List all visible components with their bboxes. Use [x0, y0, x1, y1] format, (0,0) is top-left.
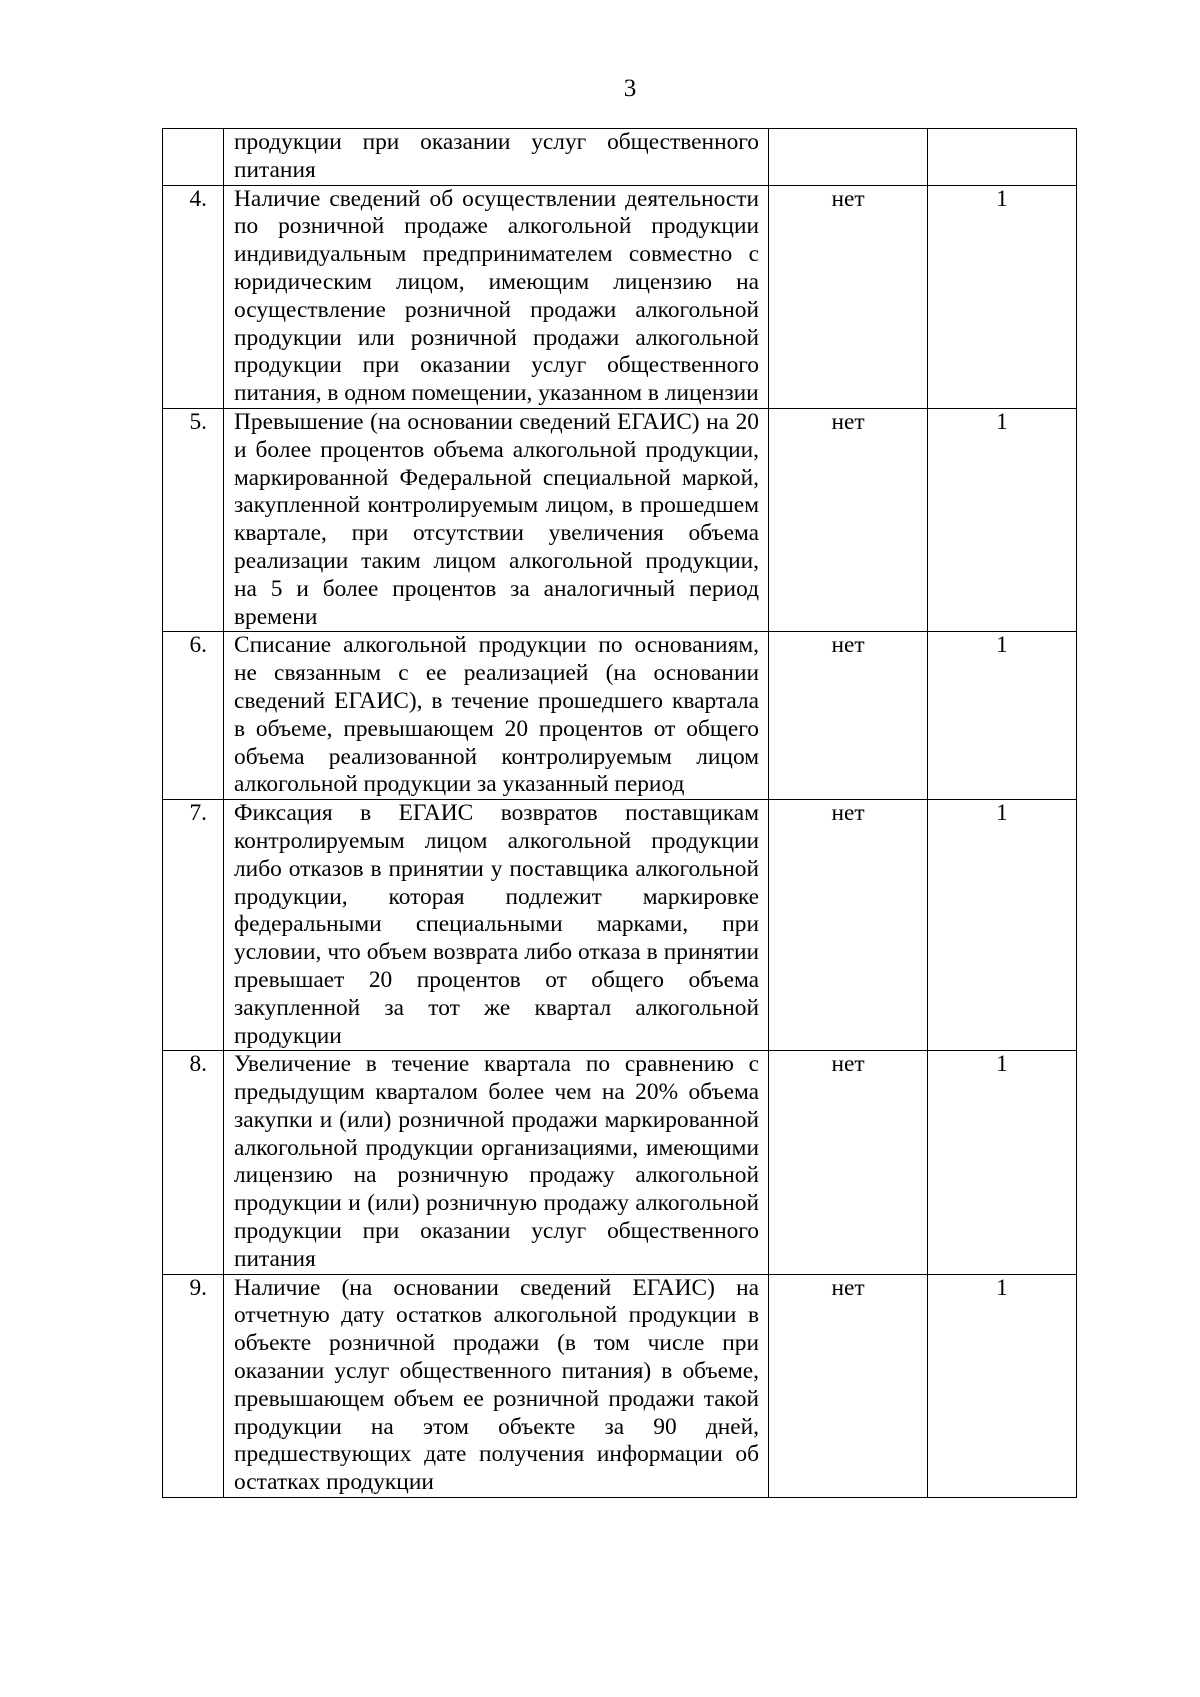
criterion-value: нет	[769, 800, 928, 1051]
criterion-score: 1	[928, 185, 1077, 408]
criterion-value: нет	[769, 632, 928, 800]
criterion-text: Списание алкогольной продукции по основаниям, не связанным с ее реализацией (на основании сведений ЕГАИС), в течение прошедшего квартала в объеме, превышающем 20 процентов от общего объема реализованной контролируемым лицом алкогольной продукции за указанный период	[224, 632, 769, 800]
criteria-table	[162, 128, 1077, 1498]
row-number: 8.	[163, 1051, 224, 1274]
criterion-value: нет	[769, 185, 928, 408]
table-row	[163, 408, 1077, 631]
criterion-value: нет	[769, 1051, 928, 1274]
criterion-text: Наличие сведений об осуществлении деятельности по розничной продаже алкогольной продукции индивидуальным предпринимателем совместно с юридическим лицом, имеющим лицензию на осуществление розничной продажи алкогольной продукции или розничной продажи алкогольной продукции при оказании услуг общественного питания, в одном помещении, указанном в лицензии	[224, 185, 769, 408]
row-number	[163, 129, 224, 186]
row-number: 7.	[163, 800, 224, 1051]
criterion-value: нет	[769, 408, 928, 631]
criterion-text: Превышение (на основании сведений ЕГАИС) на 20 и более процентов объема алкогольной продукции, маркированной Федеральной специальной маркой, закупленной контролируемым лицом, в прошедшем квартале, при отсутствии увеличения объема реализации таким лицом алкогольной продукции, на 5 и более процентов за аналогичный период времени	[224, 408, 769, 631]
row-number: 5.	[163, 408, 224, 631]
criterion-value	[769, 129, 928, 186]
criterion-score	[928, 129, 1077, 186]
criterion-text: продукции при оказании услуг общественного питания	[224, 129, 769, 186]
row-number: 6.	[163, 632, 224, 800]
criterion-score: 1	[928, 408, 1077, 631]
table-row	[163, 1274, 1077, 1497]
table-row	[163, 800, 1077, 1051]
table-row	[163, 1051, 1077, 1274]
criterion-score: 1	[928, 1051, 1077, 1274]
criterion-value: нет	[769, 1274, 928, 1497]
criterion-score: 1	[928, 632, 1077, 800]
criterion-text: Наличие (на основании сведений ЕГАИС) на отчетную дату остатков алкогольной продукции в объекте розничной продажи (в том числе при оказании услуг общественного питания) в объеме, превышающем объем ее розничной продажи такой продукции на этом объекте за 90 дней, предшествующих дате получения информации об остатках продукции	[224, 1274, 769, 1497]
criterion-text: Увеличение в течение квартала по сравнению с предыдущим кварталом более чем на 20% объема закупки и (или) розничной продажи маркированной алкогольной продукции организациями, имеющими лицензию на розничную продажу алкогольной продукции и (или) розничную продажу алкогольной продукции при оказании услуг общественного питания	[224, 1051, 769, 1274]
criterion-score: 1	[928, 1274, 1077, 1497]
criterion-score: 1	[928, 800, 1077, 1051]
table-row	[163, 632, 1077, 800]
table-row	[163, 185, 1077, 408]
table-row	[163, 129, 1077, 186]
page-number: 3	[623, 75, 637, 102]
criterion-text: Фиксация в ЕГАИС возвратов поставщикам контролируемым лицом алкогольной продукции либо отказов в принятии у поставщика алкогольной продукции, которая подлежит маркировке федеральными специальными марками, при условии, что объем возврата либо отказа в принятии превышает 20 процентов от общего объема закупленной за тот же квартал алкогольной продукции	[224, 800, 769, 1051]
row-number: 9.	[163, 1274, 224, 1497]
row-number: 4.	[163, 185, 224, 408]
